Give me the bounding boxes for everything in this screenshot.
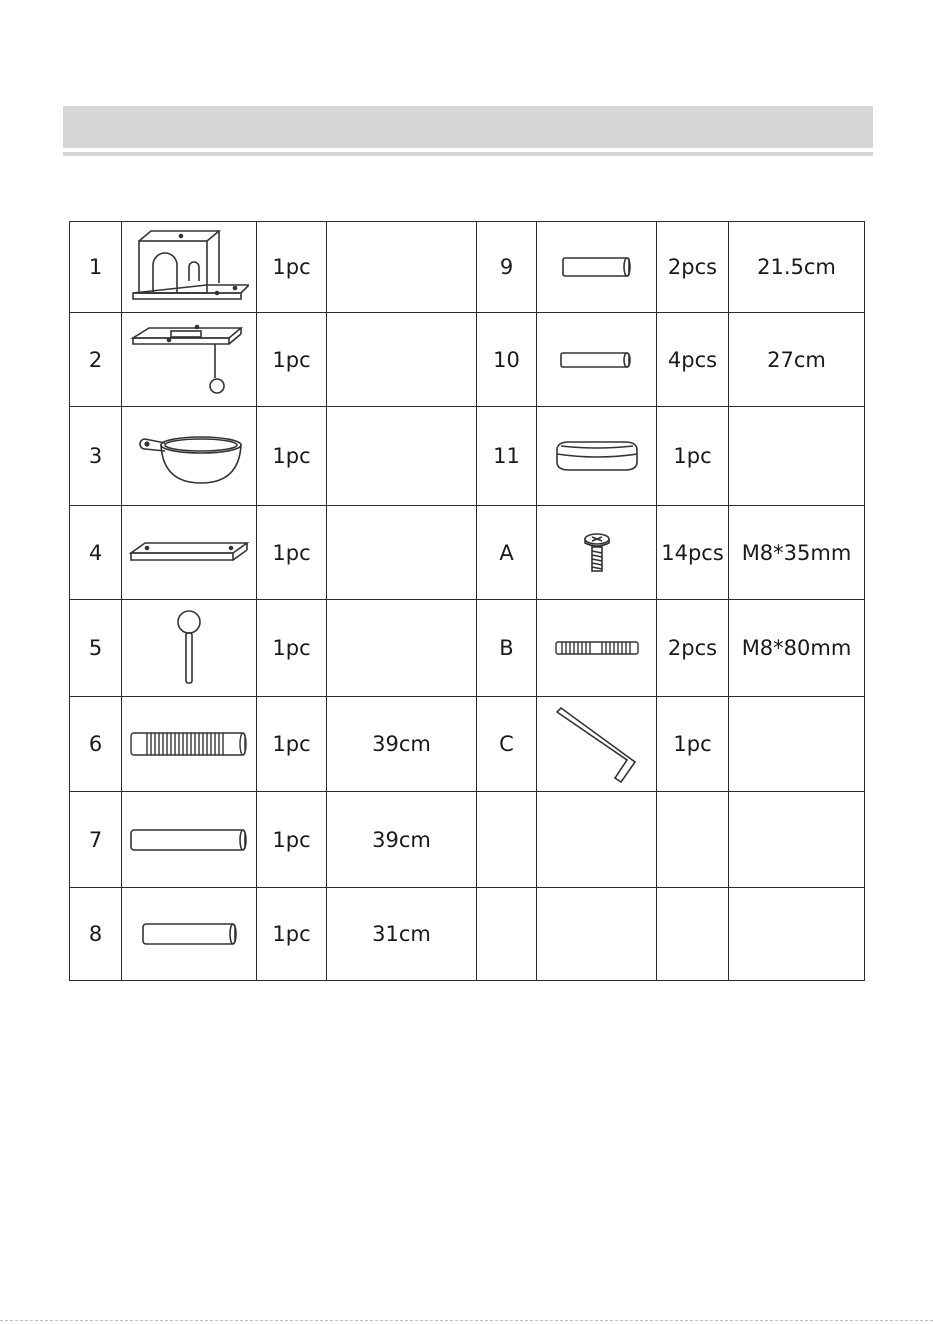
platform-with-ball-icon: [122, 313, 257, 407]
size: [729, 697, 865, 792]
part-number: 8: [70, 888, 122, 981]
long-post-icon: [122, 792, 257, 888]
board-icon: [122, 506, 257, 600]
size: [327, 506, 477, 600]
part-number: 6: [70, 697, 122, 792]
size: [729, 407, 865, 506]
cat-house-platform-icon: [122, 222, 257, 313]
quantity: 1pc: [657, 407, 729, 506]
quantity: 1pc: [657, 697, 729, 792]
empty-cell: [537, 888, 657, 981]
quantity: 1pc: [257, 407, 327, 506]
table-row: [70, 600, 865, 697]
quantity: 1pc: [257, 313, 327, 407]
size: 39cm: [327, 697, 477, 792]
table-row: [70, 697, 865, 792]
part-number: C: [477, 697, 537, 792]
quantity: [657, 888, 729, 981]
table-row: [70, 222, 865, 313]
table-row: [70, 506, 865, 600]
size: [327, 600, 477, 697]
part-number: A: [477, 506, 537, 600]
part-number: 9: [477, 222, 537, 313]
part-number: B: [477, 600, 537, 697]
sisal-post-icon: [122, 697, 257, 792]
short-post-icon: [537, 222, 657, 313]
size: 21.5cm: [729, 222, 865, 313]
allen-key-icon: [537, 697, 657, 792]
bowl-basket-icon: [122, 407, 257, 506]
quantity: 1pc: [257, 506, 327, 600]
quantity: 1pc: [257, 792, 327, 888]
parts-list-table: [69, 221, 865, 981]
size: [729, 792, 865, 888]
quantity: 2pcs: [657, 222, 729, 313]
part-number: 2: [70, 313, 122, 407]
quantity: 1pc: [257, 222, 327, 313]
quantity: 1pc: [257, 888, 327, 981]
quantity: 1pc: [257, 697, 327, 792]
quantity: 1pc: [257, 600, 327, 697]
part-number: 7: [70, 792, 122, 888]
size: [327, 222, 477, 313]
table-row: [70, 407, 865, 506]
part-number: 4: [70, 506, 122, 600]
table-row: [70, 792, 865, 888]
part-number: 1: [70, 222, 122, 313]
threaded-bolt-icon: [537, 600, 657, 697]
screw-icon: [537, 506, 657, 600]
size: M8*35mm: [729, 506, 865, 600]
part-number: 11: [477, 407, 537, 506]
quantity: 14pcs: [657, 506, 729, 600]
size: [327, 313, 477, 407]
part-number: 5: [70, 600, 122, 697]
size: [327, 407, 477, 506]
size: M8*80mm: [729, 600, 865, 697]
section-header-rule: [63, 152, 873, 156]
quantity: 4pcs: [657, 313, 729, 407]
size: [729, 888, 865, 981]
post-icon: [537, 313, 657, 407]
quantity: 2pcs: [657, 600, 729, 697]
part-number: [477, 888, 537, 981]
quantity: [657, 792, 729, 888]
medium-post-icon: [122, 888, 257, 981]
section-header-bar: [63, 106, 873, 148]
table-row: [70, 888, 865, 981]
hanging-ball-toy-icon: [122, 600, 257, 697]
part-number: 3: [70, 407, 122, 506]
table-row: [70, 313, 865, 407]
part-number: 10: [477, 313, 537, 407]
page-bottom-rule: [0, 1320, 933, 1321]
size: 31cm: [327, 888, 477, 981]
size: 27cm: [729, 313, 865, 407]
size: 39cm: [327, 792, 477, 888]
part-number: [477, 792, 537, 888]
empty-cell: [537, 792, 657, 888]
cushion-pad-icon: [537, 407, 657, 506]
